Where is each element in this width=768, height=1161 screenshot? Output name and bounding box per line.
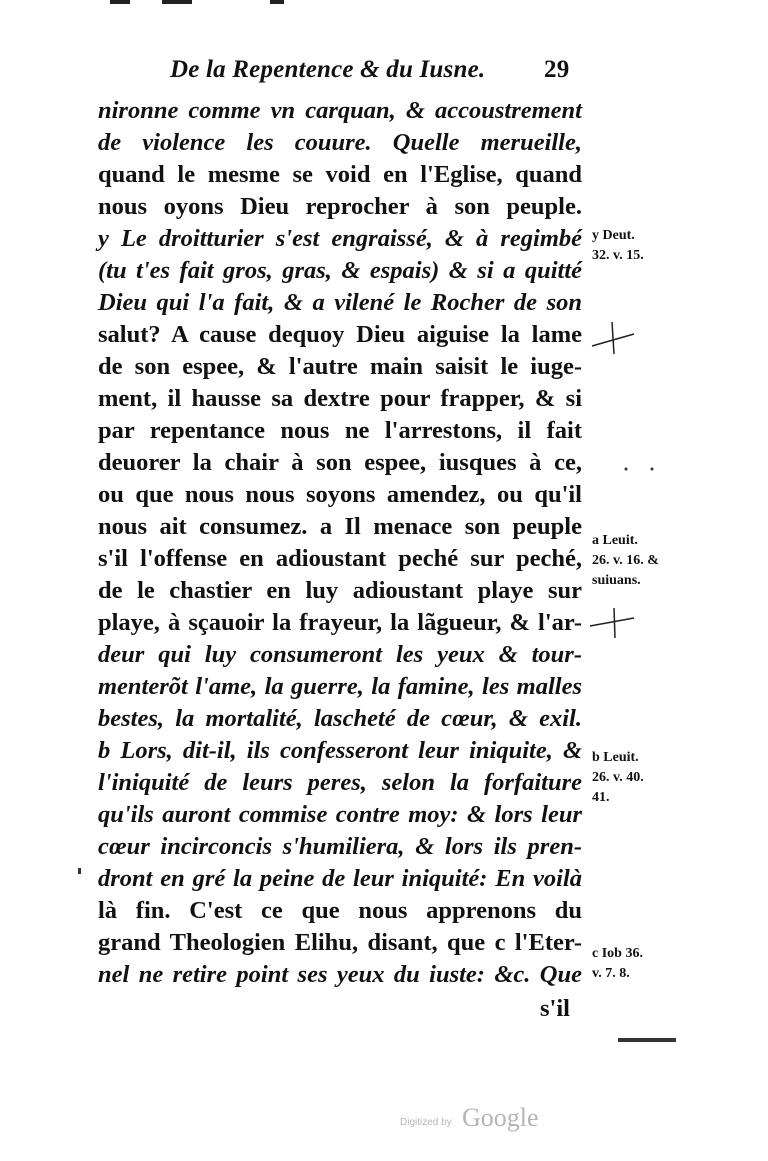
pen-dots: [620, 462, 660, 476]
google-logo: Google: [462, 1103, 539, 1132]
text-line-1: nironne comme vn carquan, & accoustrement: [98, 97, 582, 124]
text-line-12: deuorer la chair à son espee, iusques à ce,: [98, 449, 582, 476]
top-edge-marks: [110, 0, 340, 10]
running-header: [170, 56, 590, 88]
text-line-5: y Le droitturier s'est engraissé, & à regimbé: [98, 225, 582, 252]
text-line-9: de son espee, & l'autre main saisit le iuge-: [98, 353, 582, 380]
text-line-16: de le chastier en luy adioustant playe sur: [98, 577, 582, 604]
margin-note-leuit-b-verse: 26. v. 40.: [592, 770, 644, 785]
text-line-14: nous ait consumez. a Il menace son peuple: [98, 513, 582, 540]
text-line-2: de violence les couure. Quelle merueille,: [98, 129, 582, 156]
text-line-21: b Lors, dit-il, ils confesseront leur iniquite, &: [98, 737, 582, 764]
stray-ink-mark: [78, 868, 81, 874]
text-line-23: qu'ils auront commise contre moy: & lors leur: [98, 801, 582, 828]
bottom-dash-mark: [618, 1038, 676, 1042]
pen-cross-mark-1: [588, 318, 638, 358]
catchword: s'il: [540, 995, 570, 1022]
margin-note-iob-verse: v. 7. 8.: [592, 966, 630, 981]
text-line-7: Dieu qui l'a fait, & a vilené le Rocher de son: [98, 289, 582, 316]
text-line-25: dront en gré la peine de leur iniquité: En voilà: [98, 865, 582, 892]
text-line-13: ou que nous nous soyons amendez, ou qu'il: [98, 481, 582, 508]
margin-note-iob: c Iob 36.: [592, 946, 643, 961]
text-line-17: playe, à sçauoir la frayeur, la lãgueur, & l'ar-: [98, 609, 582, 636]
margin-note-leuit-b: b Leuit.: [592, 750, 639, 765]
text-line-28: nel ne retire point ses yeux du iuste: &c. Que: [98, 961, 582, 988]
text-line-4: nous oyons Dieu reprocher à son peuple.: [98, 193, 582, 220]
text-line-15: s'il l'offense en adioustant peché sur peché,: [98, 545, 582, 572]
margin-note-suiuans: suiuans.: [592, 573, 641, 588]
text-line-6: (tu t'es fait gros, gras, & espais) & si a quitté: [98, 257, 582, 284]
page-number: 29: [544, 56, 570, 83]
margin-note-deut-verse: 32. v. 15.: [592, 248, 644, 263]
margin-note-leuit-a-verse: 26. v. 16. &: [592, 553, 659, 568]
google-digitized-watermark: [400, 1103, 560, 1133]
text-line-8: salut? A cause dequoy Dieu aiguise la lame: [98, 321, 582, 348]
margin-note-leuit-a: a Leuit.: [592, 533, 638, 548]
digitized-by-label: Digitized by: [400, 1117, 452, 1128]
pen-cross-mark-2: [588, 604, 638, 644]
margin-note-leuit-b-verse2: 41.: [592, 790, 610, 805]
text-line-10: ment, il hausse sa dextre pour frapper, & si: [98, 385, 582, 412]
text-line-27: grand Theologien Elihu, disant, que c l'Eter-: [98, 929, 582, 956]
text-line-3: quand le mesme se void en l'Eglise, quand: [98, 161, 582, 188]
text-line-20: bestes, la mortalité, lascheté de cœur, & exil.: [98, 705, 582, 732]
text-line-19: menterõt l'ame, la guerre, la famine, les malles: [98, 673, 582, 700]
text-line-18: deur qui luy consumeront les yeux & tour-: [98, 641, 582, 668]
text-line-22: l'iniquité de leurs peres, selon la forfaiture: [98, 769, 582, 796]
text-line-24: cœur incirconcis s'humiliera, & lors ils pren-: [98, 833, 582, 860]
margin-note-deut: y Deut.: [592, 228, 635, 243]
running-title: De la Repentence & du Iusne.: [170, 56, 486, 83]
text-line-11: par repentance nous ne l'arrestons, il fait: [98, 417, 582, 444]
text-line-26: là fin. C'est ce que nous apprenons du: [98, 897, 582, 924]
